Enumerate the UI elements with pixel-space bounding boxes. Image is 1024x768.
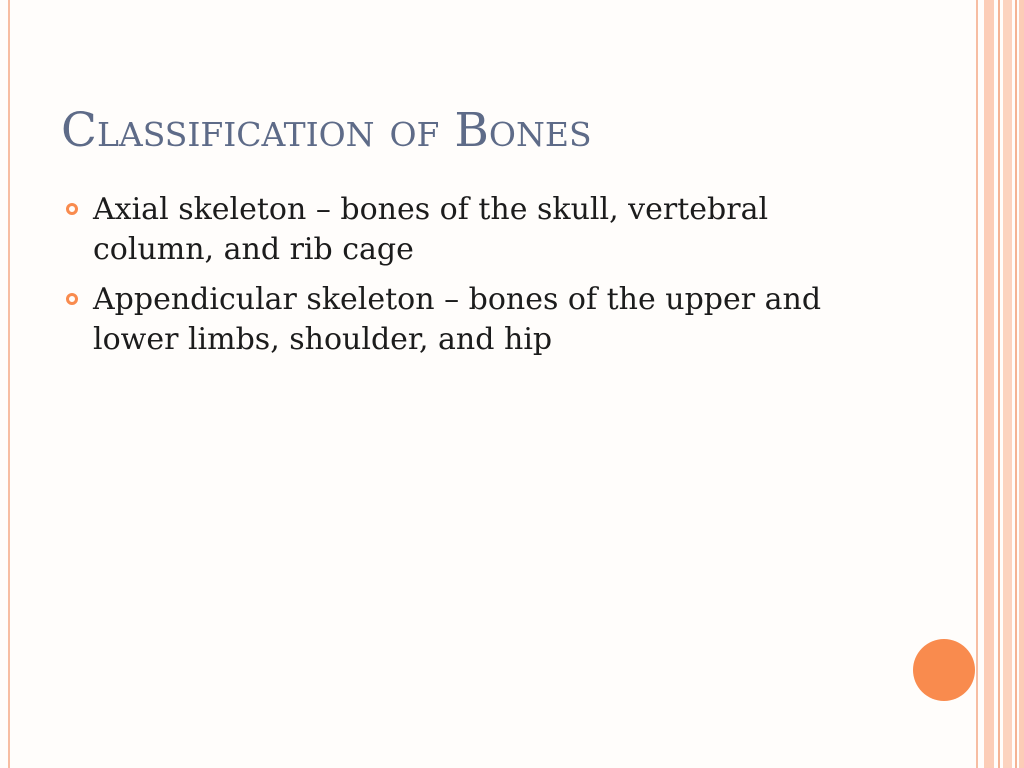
left-border-line — [8, 0, 10, 768]
stripe — [1019, 0, 1024, 768]
orange-circle-decoration — [913, 639, 975, 701]
stripe — [976, 0, 978, 768]
right-stripe-decoration — [974, 0, 1024, 768]
bullet-text — [93, 280, 970, 360]
stripe — [998, 0, 1000, 768]
bullet-line: column, and rib cage — [93, 232, 414, 267]
bullet-item — [0, 190, 970, 270]
slide-title: Classification of Bones — [61, 103, 592, 158]
bullet-list — [0, 190, 970, 370]
ring-bullet-icon — [66, 203, 78, 215]
bullet-item — [0, 280, 970, 360]
stripe — [1003, 0, 1012, 768]
stripe — [1015, 0, 1017, 768]
stripe — [984, 0, 994, 768]
bullet-text — [93, 190, 970, 270]
bullet-line: Appendicular skeleton – bones of the upper and — [93, 282, 822, 317]
bullet-line: Axial skeleton – bones of the skull, vertebral — [93, 192, 769, 227]
bullet-line: lower limbs, shoulder, and hip — [93, 322, 553, 357]
ring-bullet-icon — [66, 293, 78, 305]
